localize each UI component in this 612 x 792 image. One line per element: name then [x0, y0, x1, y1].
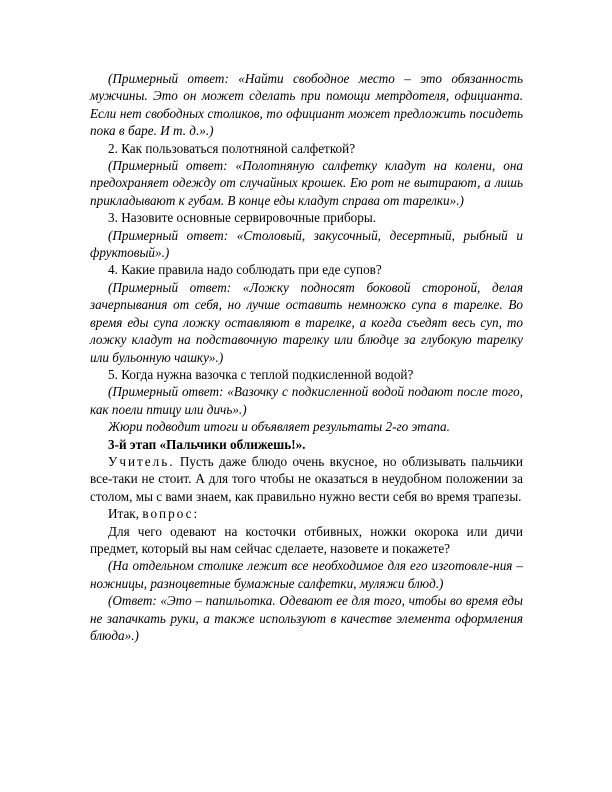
- answer-paragraph: (Примерный ответ: «Столовый, закусочный, десертный, рыбный и фруктовый».): [90, 227, 523, 261]
- answer-paragraph: (Ответ: «Это – папильотка. Одевают ее для того, чтобы во время еды не запачкать руки, а также используют в качестве элемента оформления блюда».): [90, 593, 523, 643]
- question-intro: [90, 505, 523, 522]
- teacher-text: Пусть даже блюдо очень вкусное, но облизывать пальчики все-таки не стоит. А для того чтобы не оказаться в неудобном положении за столом, мы с вами знаем, как правильно нужно вести себя во время трапезы.: [90, 453, 523, 504]
- question-spaced: вопрос:: [142, 506, 200, 522]
- teacher-label: Учитель.: [108, 453, 175, 469]
- stage-3-heading: 3-й этап «Пальчики оближешь!».: [108, 436, 306, 452]
- answer-paragraph: (Примерный ответ: «Ложку подносят боковой стороной, делая зачерпывания от себя, но лучше оставить немножко супа в тарелке. Во время еды супа ложку оставляют в тарелке, а когда съедят весь суп, то ложку кладут на подставочную тарелку или блюдце за глубокую тарелку или бульонную чашку».): [90, 279, 523, 365]
- question-text: Для чего одевают на косточки отбивных, ножки окорока или дичи предмет, который вы нам сейчас сделаете, назовете и покажете?: [90, 523, 523, 556]
- answer-paragraph: (Примерный ответ: «Полотняную салфетку кладут на колени, она предохраняет одежду от случайных крошек. Ею рот не вытирают, а лишь прикладывают к губам. В конце еды кладут справа от тарелки».): [90, 158, 523, 208]
- stage-note: (На отдельном столике лежит все необходимое для его изготовле-ния – ножницы, разноцветные бумажные салфетки, муляжи блюд.): [90, 558, 523, 591]
- question-3: 3. Назовите основные сервировочные приборы.: [108, 210, 376, 226]
- jury-note: Жюри подводит итоги и объявляет результаты 2-го этапа.: [108, 419, 450, 435]
- question-lead: Итак,: [108, 506, 143, 522]
- question-4: 4. Какие правила надо соблюдать при еде супов?: [108, 262, 382, 278]
- answer-paragraph: (Примерный ответ: «Вазочку с подкисленной водой подают после того, как поели птицу или дичь».): [90, 384, 523, 417]
- question-2: 2. Как пользоваться полотняной салфеткой?: [108, 140, 356, 156]
- answer-paragraph: (Примерный ответ: «Найти свободное место – это обязанность мужчины. Это он может сделать при помощи метрдотеля, официанта. Если нет свободных столиков, то официант может предложить посидеть пока в баре. И т. д.».): [90, 71, 523, 139]
- question-5: 5. Когда нужна вазочка с теплой подкисленной водой?: [108, 366, 414, 382]
- teacher-paragraph: [90, 453, 523, 505]
- document-body: [90, 70, 523, 644]
